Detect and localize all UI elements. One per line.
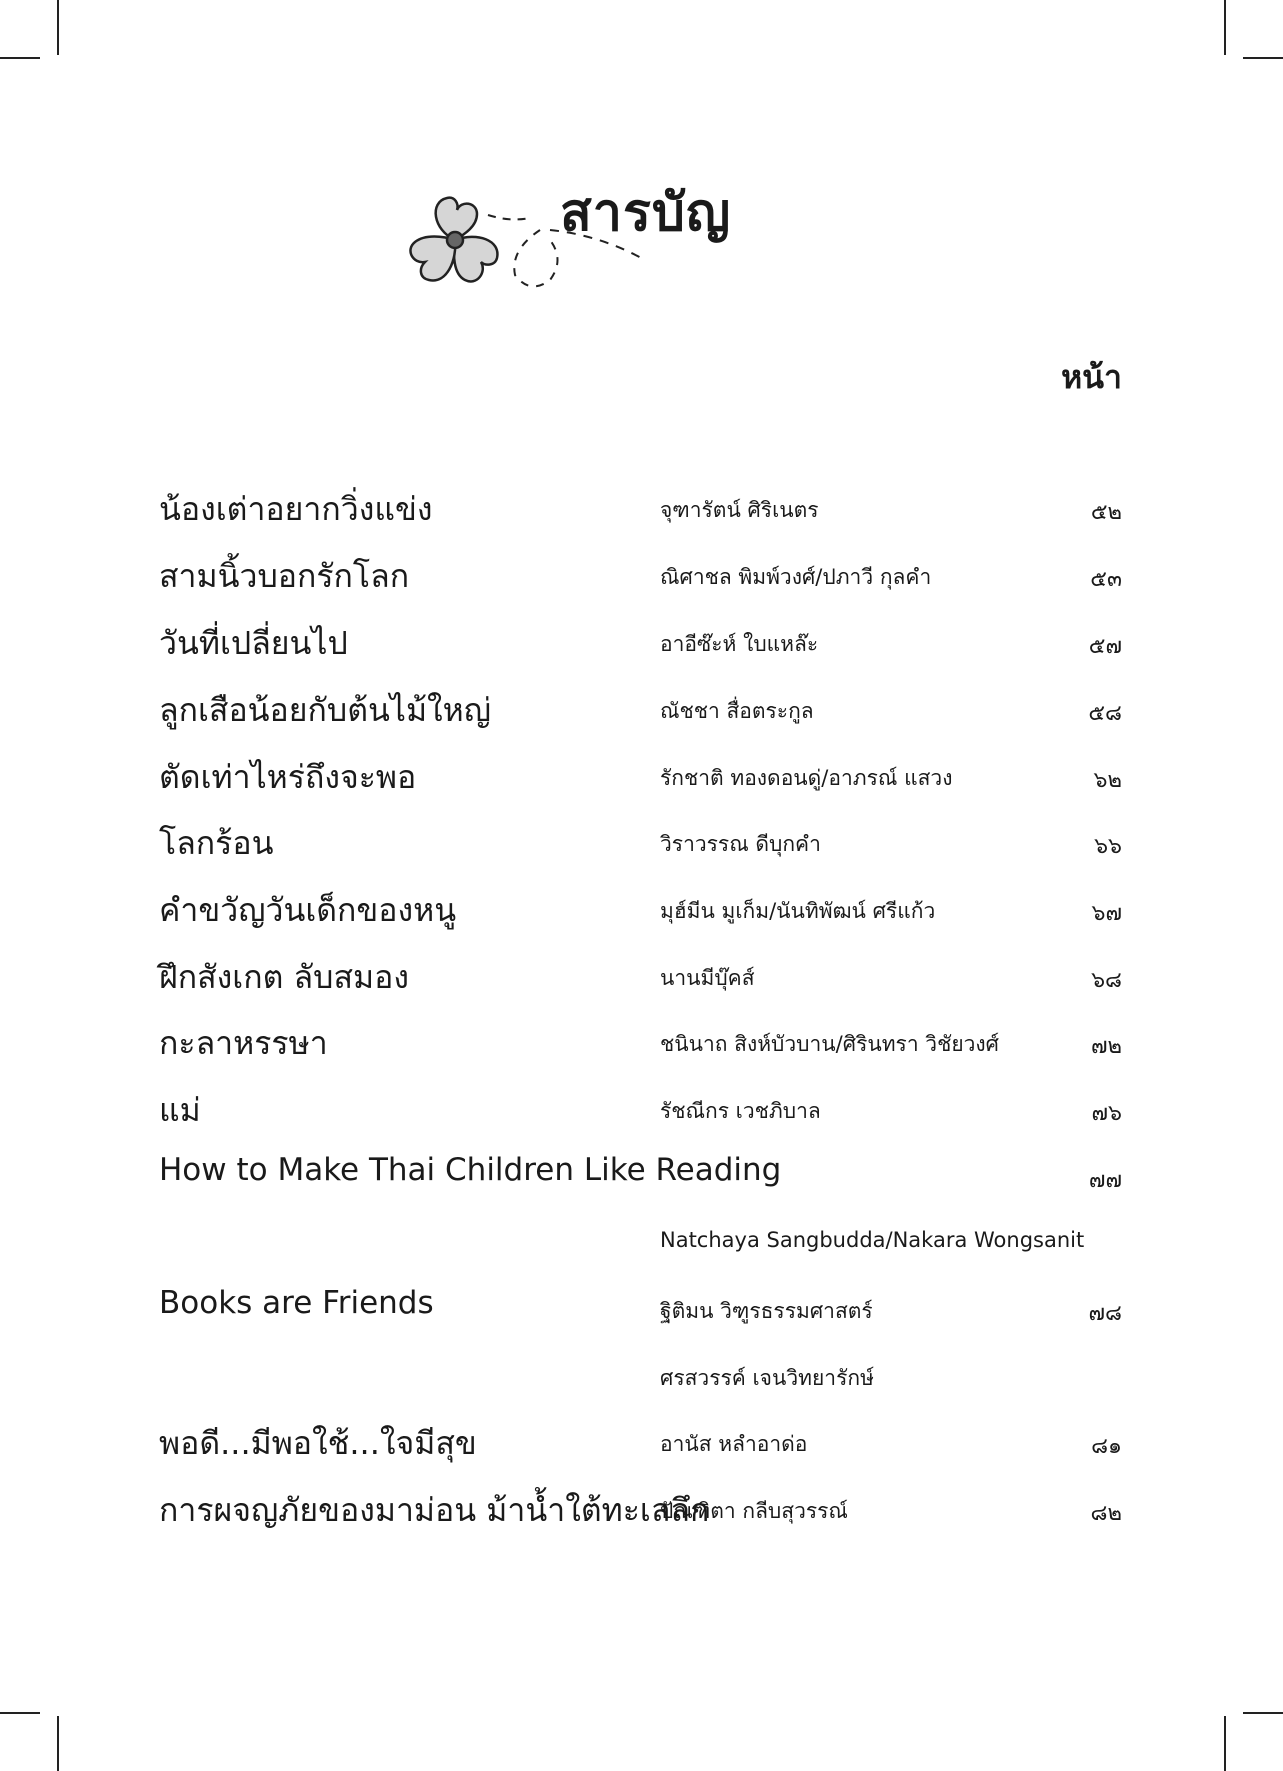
toc-page-number: ๘๒ bbox=[1090, 1501, 1122, 1526]
toc-title: โลกร้อน bbox=[159, 824, 274, 862]
toc-row bbox=[0, 885, 1283, 945]
toc-author: รัชณีกร เวชภิบาล bbox=[660, 1099, 821, 1123]
toc-author: ฐิติมน วิฑูรธรรมศาสตร์ bbox=[660, 1299, 873, 1323]
toc-row bbox=[0, 1085, 1283, 1145]
toc-page-number: ๖๗ bbox=[1091, 901, 1122, 926]
toc-page-number: ๗๖ bbox=[1091, 1101, 1122, 1126]
toc-page-number: ๗๘ bbox=[1088, 1301, 1122, 1326]
crop-mark-bottom-left bbox=[57, 1716, 59, 1771]
toc-row bbox=[0, 752, 1283, 812]
toc-page-number: ๕๗ bbox=[1088, 634, 1122, 659]
toc-page-number: ๖๖ bbox=[1094, 834, 1122, 859]
toc-author: ศรสวรรค์ เจนวิทยารักษ์ bbox=[660, 1366, 874, 1390]
toc-title: สามนิ้วบอกรักโลก bbox=[159, 557, 410, 595]
crop-mark-bottom-right-h bbox=[1243, 1712, 1283, 1714]
toc-author: มุฮ์มีน มูเก็ม/นันทิพัฒน์ ศรีแก้ว bbox=[660, 899, 936, 923]
toc-row bbox=[0, 1018, 1283, 1078]
crop-mark-top-left-h bbox=[0, 57, 40, 59]
crop-mark-bottom-right bbox=[1224, 1716, 1226, 1771]
toc-title: กะลาหรรษา bbox=[159, 1024, 328, 1062]
crop-mark-top-right bbox=[1224, 0, 1226, 55]
toc-row bbox=[0, 1352, 1283, 1412]
toc-author: ณัชชา สื่อตระกูล bbox=[660, 699, 814, 723]
toc-title: พอดี...มีพอใช้...ใจมีสุข bbox=[159, 1424, 477, 1462]
toc-page-number: ๗๗ bbox=[1088, 1168, 1122, 1193]
toc-row bbox=[0, 1485, 1283, 1545]
toc-page-number: ๖๒ bbox=[1093, 768, 1122, 793]
toc-row bbox=[0, 1285, 1283, 1345]
crop-mark-bottom-left-h bbox=[0, 1712, 40, 1714]
toc-row bbox=[0, 818, 1283, 878]
toc-author: ณิศาชล พิมพ์วงศ์/ปภาวี กุลคำ bbox=[660, 565, 932, 589]
toc-title: คำขวัญวันเด็กของหนู bbox=[159, 891, 457, 929]
toc-page-number: ๕๘ bbox=[1088, 701, 1122, 726]
toc-row bbox=[0, 618, 1283, 678]
toc-row bbox=[0, 1218, 1283, 1278]
toc-title: ฝึกสังเกต ลับสมอง bbox=[159, 958, 409, 996]
toc-author: Natchaya Sangbudda/Nakara Wongsanit bbox=[660, 1228, 1085, 1252]
toc-title: การผจญภัยของมาม่อน ม้าน้ำใต้ทะเลลึก bbox=[159, 1491, 710, 1529]
toc-author: ปัณฑิตา กลีบสุวรรณ์ bbox=[660, 1499, 848, 1523]
toc-page-number: ๗๒ bbox=[1090, 1034, 1122, 1059]
toc-row bbox=[0, 551, 1283, 611]
page-title: สารบัญ bbox=[560, 183, 732, 243]
toc-title: ลูกเสือน้อยกับต้นไม้ใหญ่ bbox=[159, 691, 492, 729]
page-column-label: หน้า bbox=[1061, 358, 1122, 396]
toc-row bbox=[0, 484, 1283, 544]
title-block bbox=[400, 160, 730, 310]
toc-row bbox=[0, 1152, 1283, 1212]
toc-title: ตัดเท่าไหร่ถึงจะพอ bbox=[159, 758, 417, 796]
toc-page-number: ๕๓ bbox=[1090, 567, 1122, 592]
toc-title: How to Make Thai Children Like Reading bbox=[159, 1152, 782, 1188]
toc-row bbox=[0, 685, 1283, 745]
toc-author: อาอีซ๊ะห์ ใบแหล๊ะ bbox=[660, 632, 819, 656]
toc-title: แม่ bbox=[159, 1091, 201, 1129]
toc-author: นานมีบุ๊คส์ bbox=[660, 966, 755, 990]
toc-author: วิราวรรณ ดีบุกคำ bbox=[660, 832, 821, 856]
toc-title: Books are Friends bbox=[159, 1285, 434, 1321]
toc-title: วันที่เปลี่ยนไป bbox=[159, 624, 348, 662]
crop-mark-top-left bbox=[57, 0, 59, 55]
crop-mark-top-right-h bbox=[1243, 57, 1283, 59]
toc-page-number: ๘๑ bbox=[1091, 1434, 1122, 1459]
toc-author: ชนินาถ สิงห์บัวบาน/ศิรินทรา วิชัยวงศ์ bbox=[660, 1032, 1000, 1056]
toc-author: อานัส หลำอาด่อ bbox=[660, 1432, 808, 1456]
toc-author: จุฑารัตน์ ศิริเนตร bbox=[660, 498, 819, 522]
toc-row bbox=[0, 952, 1283, 1012]
toc-author: รักชาติ ทองดอนดู่/อาภรณ์ แสวง bbox=[660, 766, 953, 790]
toc-row bbox=[0, 1418, 1283, 1478]
toc-page-number: ๖๘ bbox=[1091, 968, 1122, 993]
toc-page-number: ๕๒ bbox=[1090, 500, 1122, 525]
toc-title: น้องเต่าอยากวิ่งแข่ง bbox=[159, 490, 433, 528]
